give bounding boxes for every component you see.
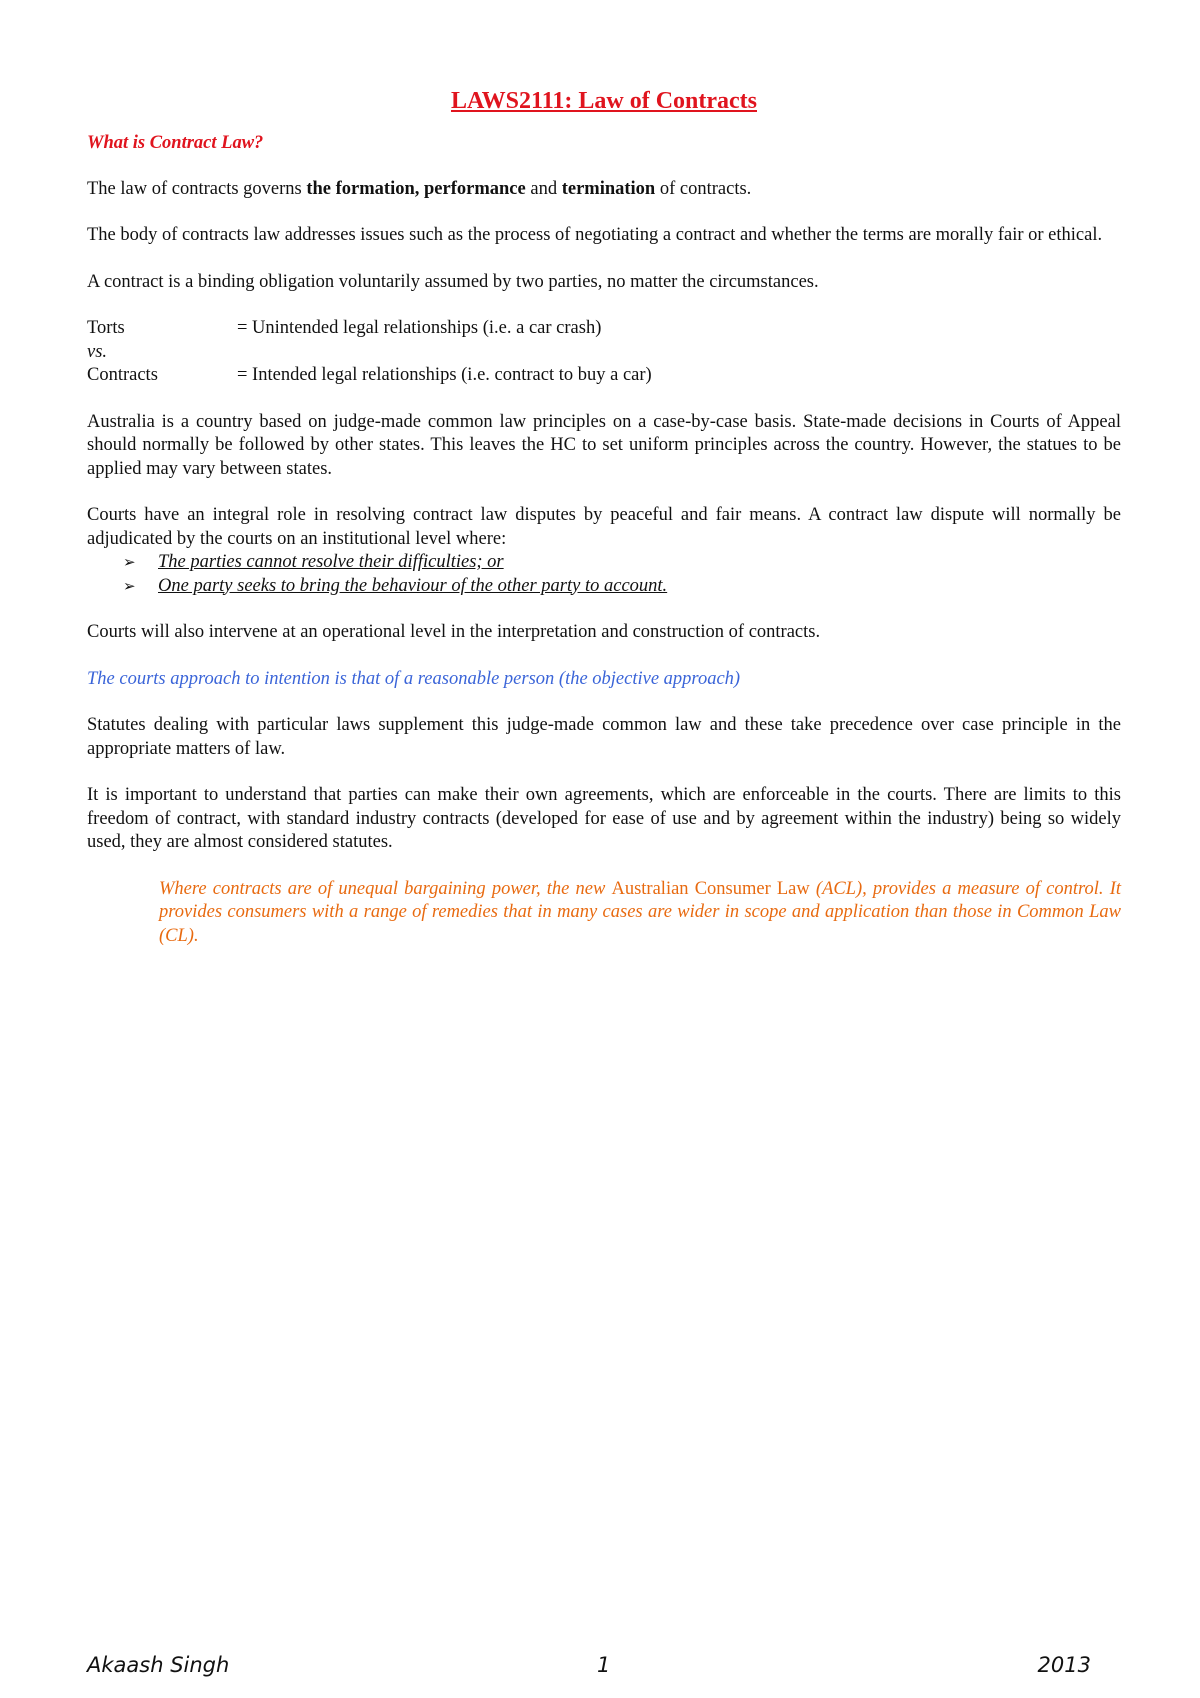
section-heading: What is Contract Law? xyxy=(87,133,264,153)
paragraph-body-of-law: The body of contracts law addresses issues such as the process of negotiating a contract and whether the terms are morally fair or ethical. xyxy=(87,225,1103,245)
comparison-row-contracts xyxy=(87,364,1121,388)
bullet-text: The parties cannot resolve their difficulties; or xyxy=(158,552,504,572)
governs-text-prefix: The law of contracts governs xyxy=(87,178,307,199)
governs-bold-termination: termination xyxy=(561,178,656,199)
acl-note-part1: Where contracts are of unequal bargaining power, the new xyxy=(159,878,612,899)
dispute-bullet-list xyxy=(87,551,1121,598)
governs-text-suffix: of contracts. xyxy=(655,178,752,199)
page-footer xyxy=(87,1653,1091,1683)
comparison-row-torts xyxy=(87,317,1121,341)
list-item xyxy=(87,575,1121,599)
paragraph-australia: Australia is a country based on judge-made common law principles on a case-by-case basis. State-made decisions in Courts of Appeal should normally be followed by other states. This leaves the HC to set uniform principles across the country. However, the statues to be applied may vary between states. xyxy=(87,411,1121,479)
acl-note-part2: (ACL), provides a measure of control. It provides consumers with a range of remedies that in many cases are wider in scope and application than those in Common Law (CL). xyxy=(159,878,1121,946)
objective-approach-note: The courts approach to intention is that of a reasonable person (the objective approach) xyxy=(87,668,741,689)
arrow-bullet-icon: ➢ xyxy=(123,553,136,571)
paragraph-definition: A contract is a binding obligation voluntarily assumed by two parties, no matter the circumstances. xyxy=(87,271,819,292)
footer-author: Akaash Singh xyxy=(87,1653,230,1677)
footer-page-number: 1 xyxy=(597,1653,611,1677)
comparison-def-contracts: = Intended legal relationships (i.e. contract to buy a car) xyxy=(237,365,652,385)
governs-text-mid: and xyxy=(525,178,562,199)
acl-note-plain: Australian Consumer Law xyxy=(611,878,810,899)
arrow-bullet-icon: ➢ xyxy=(123,576,136,595)
comparison-def-torts: = Unintended legal relationships (i.e. a car crash) xyxy=(237,318,602,338)
paragraph-courts-role: Courts have an integral role in resolving contract law disputes by peaceful and fair means. A contract law dispute will normally be adjudicated by the courts on an institutional level where: xyxy=(87,505,1121,549)
bullet-text: One party seeks to bring the behaviour of the other party to account. xyxy=(158,575,668,596)
paragraph-governs xyxy=(87,178,1121,202)
governs-bold-formation: the formation, performance xyxy=(306,178,526,199)
comparison-vs: vs. xyxy=(87,341,108,362)
footer-year: 2013 xyxy=(1037,1653,1091,1677)
torts-contracts-comparison xyxy=(87,317,1121,388)
paragraph-statutes: Statutes dealing with particular laws supplement this judge-made common law and these take precedence over case principle in the appropriate matters of law. xyxy=(87,715,1121,759)
comparison-term-torts: Torts xyxy=(87,318,125,338)
acl-note xyxy=(159,878,1121,949)
comparison-term-contracts: Contracts xyxy=(87,365,158,385)
paragraph-freedom-of-contract: It is important to understand that parties can make their own agreements, which are enforceable in the courts. There are limits to this freedom of contract, with standard industry contracts (developed for ease of use and by agreement within the industry) being so widely used, they are almost considered statutes. xyxy=(87,785,1121,852)
document-title: LAWS2111: Law of Contracts xyxy=(450,88,757,114)
paragraph-operational: Courts will also intervene at an operational level in the interpretation and construction of contracts. xyxy=(87,622,821,642)
list-item xyxy=(87,551,1121,575)
document-body xyxy=(87,86,1121,971)
